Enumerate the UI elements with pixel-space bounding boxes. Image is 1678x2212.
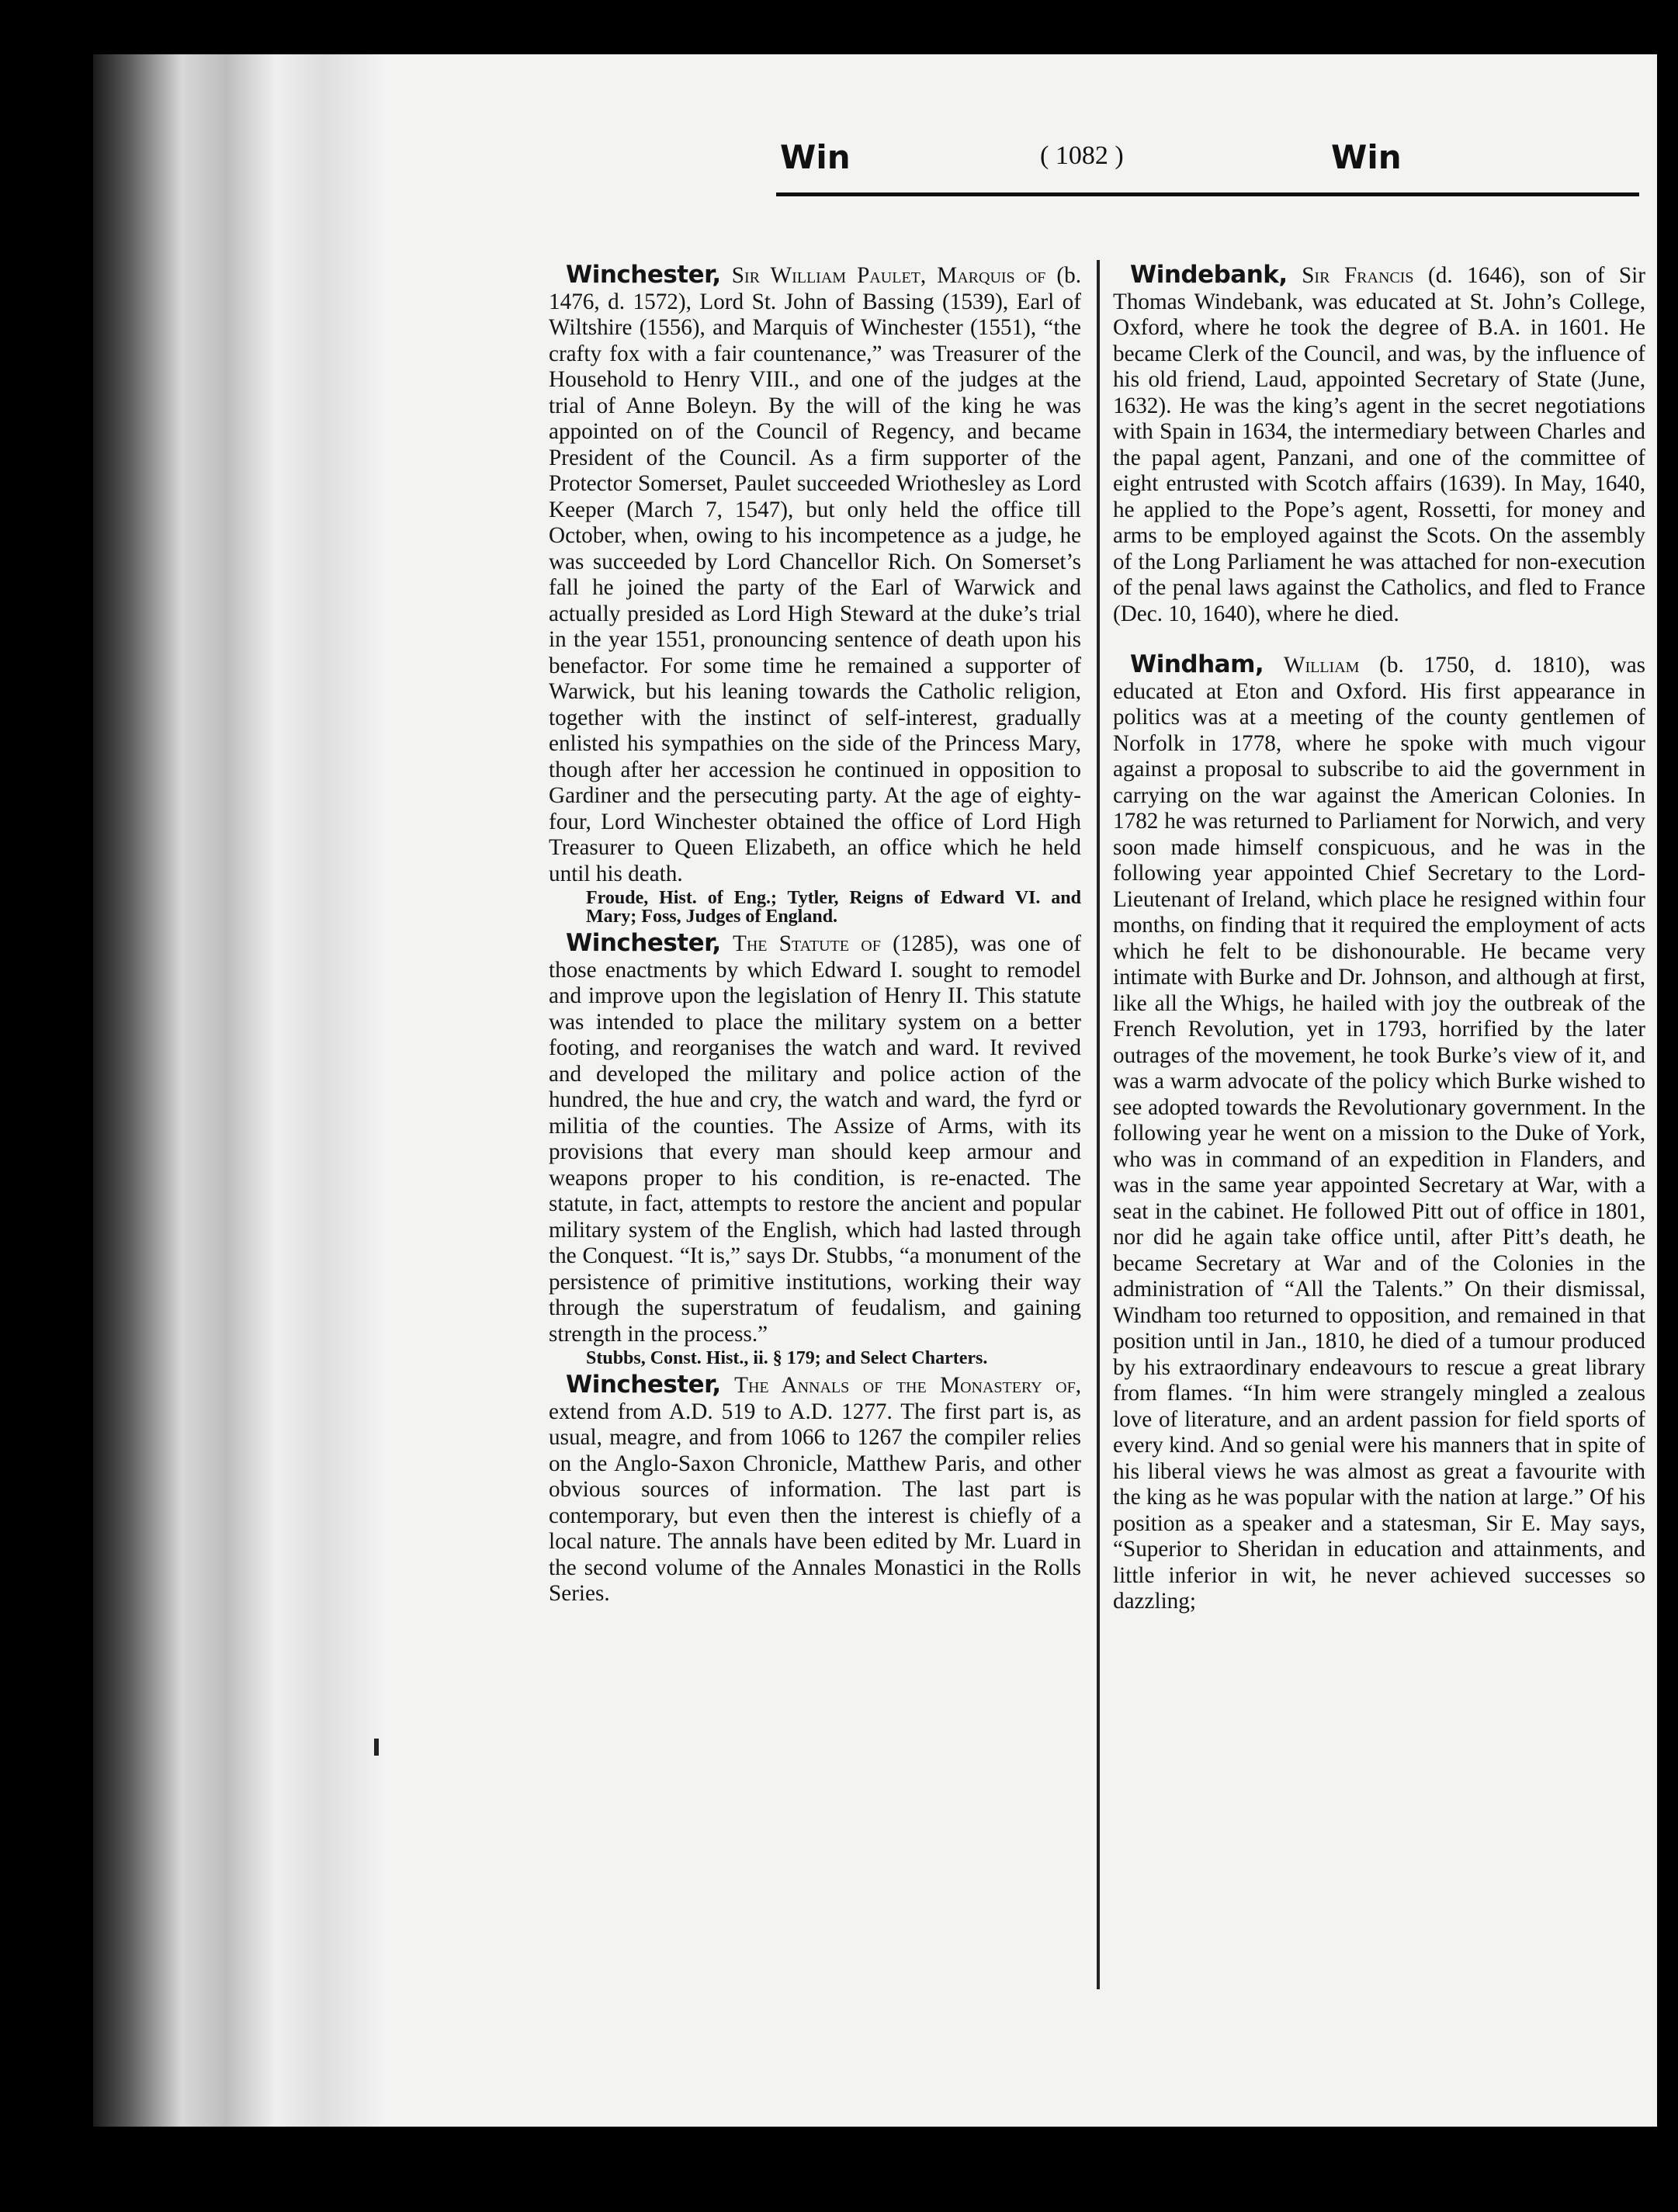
entry-title: The Statute of [732,931,881,956]
entry-headword: Winchester, [566,929,721,957]
entry-headword: Winchester, [566,261,721,289]
entry-windebank [1113,262,1645,627]
column-divider [1097,260,1100,1989]
left-column [549,262,1081,1607]
margin-mark [374,1739,379,1756]
entry-title: Sir Francis [1302,263,1414,288]
entry-headword: Winchester, [566,1371,721,1399]
entry-body: extend from A.D. 519 to A.D. 1277. The first part is, as usual, meagre, and from 1066 to 1267 the compiler relies on the Anglo-Saxon Chronicle, Matthew Paris, and other obvious sources of information. The last part is contemporary, but even then the interest is chiefly of a local nature. The annals have been edited by Mr. Luard in the second volume of the Annales Monastici in the Rolls Series. [549,1399,1081,1606]
entry-reference: Stubbs, Const. Hist., ii. § 179; and Select Charters. [586,1348,988,1368]
entry-title: The Annals of the Monastery of, [734,1373,1082,1398]
entry-body: (1285), was one of those enactments by which Edward I. sought to remodel and improve upon the legislation of Henry II. This statute was intended to place the military system on a better footing, and reorganises the watch and ward. It revived and developed the military and police action of the hundred, the hue and cry, the watch and ward, the fyrd or militia of the counties. The Assize of Arms, with its provisions that every man should keep armour and weapons proper to his condition, is re-enacted. The statute, in fact, attempts to restore the ancient and popular military system of the English, which had lasted through the Conquest. “It is,” says Dr. Stubbs, “a monument of the persistence of primitive institutions, working their way through the superstratum of feudalism, and gaining strength in the process.” [549,931,1082,1347]
entry-body: (d. 1646), son of Sir Thomas Windebank, was educated at St. John’s College, Oxford, where he took the degree of B.A. in 1601. He became Clerk of the Council, and was, by the influence of his old friend, Laud, appointed Secretary of State (June, 1632). He was the king’s agent in the secret negotiations with Spain in 1634, the intermediary between Charles and the papal agent, Panzani, and one of the committee of eight entrusted with Scotch affairs (1639). In May, 1640, he applied to the Pope’s agent, Rossetti, for money and arms to be employed against the Scots. On the assembly of the Long Parliament he was attached for non-execution of the penal laws against the Catholics, and fled to France (Dec. 10, 1640), where he died. [1113,263,1645,626]
entry-headword: Windham, [1130,650,1264,678]
entry-reference: Froude, Hist. of Eng.; Tytler, Reigns of Edward VI. and Mary; Foss, Judges of England. [586,888,1081,927]
entry-body: (b. 1476, d. 1572), Lord St. John of Bassing (1539), Earl of Wiltshire (1556), and Marquis of Winchester (1551), “the crafty fox with a fair countenance,” was Treasurer of the Household to Henry VIII., and one of the judges at the trial of Anne Boleyn. By the will of the king he was appointed on of the Council of Regency, and became President of the Council. As a firm supporter of the Protector Somerset, Paulet succeeded Wriothesley as Lord Keeper (March 7, 1547), but only held the office till October, when, owing to his incompetence as a judge, he was succeeded by Lord Chancellor Rich. On Somerset’s fall he joined the party of the Earl of Warwick and actually presided as Lord High Steward at the duke’s trial in the year 1551, pronouncing sentence of death upon his benefactor. For some time he remained a supporter of Warwick, but his leaning towards the Catholic religion, together with the instinct of self-interest, gradually enlisted his sympathies on the side of the Princess Mary, though after her accession he continued in opposition to Gardiner and the persecuting party. At the age of eighty-four, Lord Winchester obtained the office of Lord High Treasurer to Queen Elizabeth, an office which he held until his death. [549,263,1082,886]
running-head-left: Win [780,138,851,176]
page-number: ( 1082 ) [1040,141,1124,170]
header-rule [776,192,1639,196]
page-edge-shadow [93,54,388,2127]
right-column [1113,262,1645,1615]
entry-winchester-statute [549,931,1081,1368]
entry-body: (b. 1750, d. 1810), was educated at Eton and Oxford. His first appearance in politics was at a meeting of the county gentlemen of Norfolk in 1778, where he spoke with much vigour against a proposal to subscribe to aid the government in carrying on the war against the American Colonies. In 1782 he was returned to Parliament for Norwich, and very soon made himself conspicuous, and he was in the following year appointed Chief Secretary to the Lord-Lieutenant of Ireland, which place he resigned within four months, on finding that it required the employment of acts which he felt to be dishonourable. He became very intimate with Burke and Dr. Johnson, and although at first, like all the Whigs, he hailed with joy the outbreak of the French Revolution, yet in 1793, horrified by the later outrages of the movement, he took Burke’s view of it, and was a warm advocate of the policy which Burke wished to see adopted towards the Revolutionary government. In the following year he went on a mission to the Duke of York, who was in command of an expedition in Flanders, and was in the same year appointed Secretary at War, with a seat in the cabinet. He followed Pitt out of office in 1801, nor did he again take office until, after Pitt’s death, he became Secretary at War and of the Colonies in the administration of “All the Talents.” On their dismissal, Windham too returned to opposition, and remained in that position until in Jan., 1810, he died of a tumour produced by his extraordinary endeavours to rescue a great library from flames. “In him were strangely mingled a zealous love of literature, and an ardent passion for field sports of every kind. And so genial were his manners that in spite of his liberal views he was almost as great a favourite with the king as he was popular with the nation at large.” Of his position as a speaker and a statesman, Sir E. May says, “Superior to Sheridan in education and attainments, and little inferior in wit, he never achieved successes so dazzling; [1113,653,1646,1614]
running-head-right: Win [1331,138,1402,176]
entry-winchester-annals [549,1372,1081,1607]
entry-windham [1113,652,1645,1615]
entry-title: William [1283,653,1360,678]
entry-headword: Windebank, [1130,261,1288,289]
entry-winchester-paulet [549,262,1081,926]
entry-title: Sir William Paulet, Marquis of [731,263,1046,288]
